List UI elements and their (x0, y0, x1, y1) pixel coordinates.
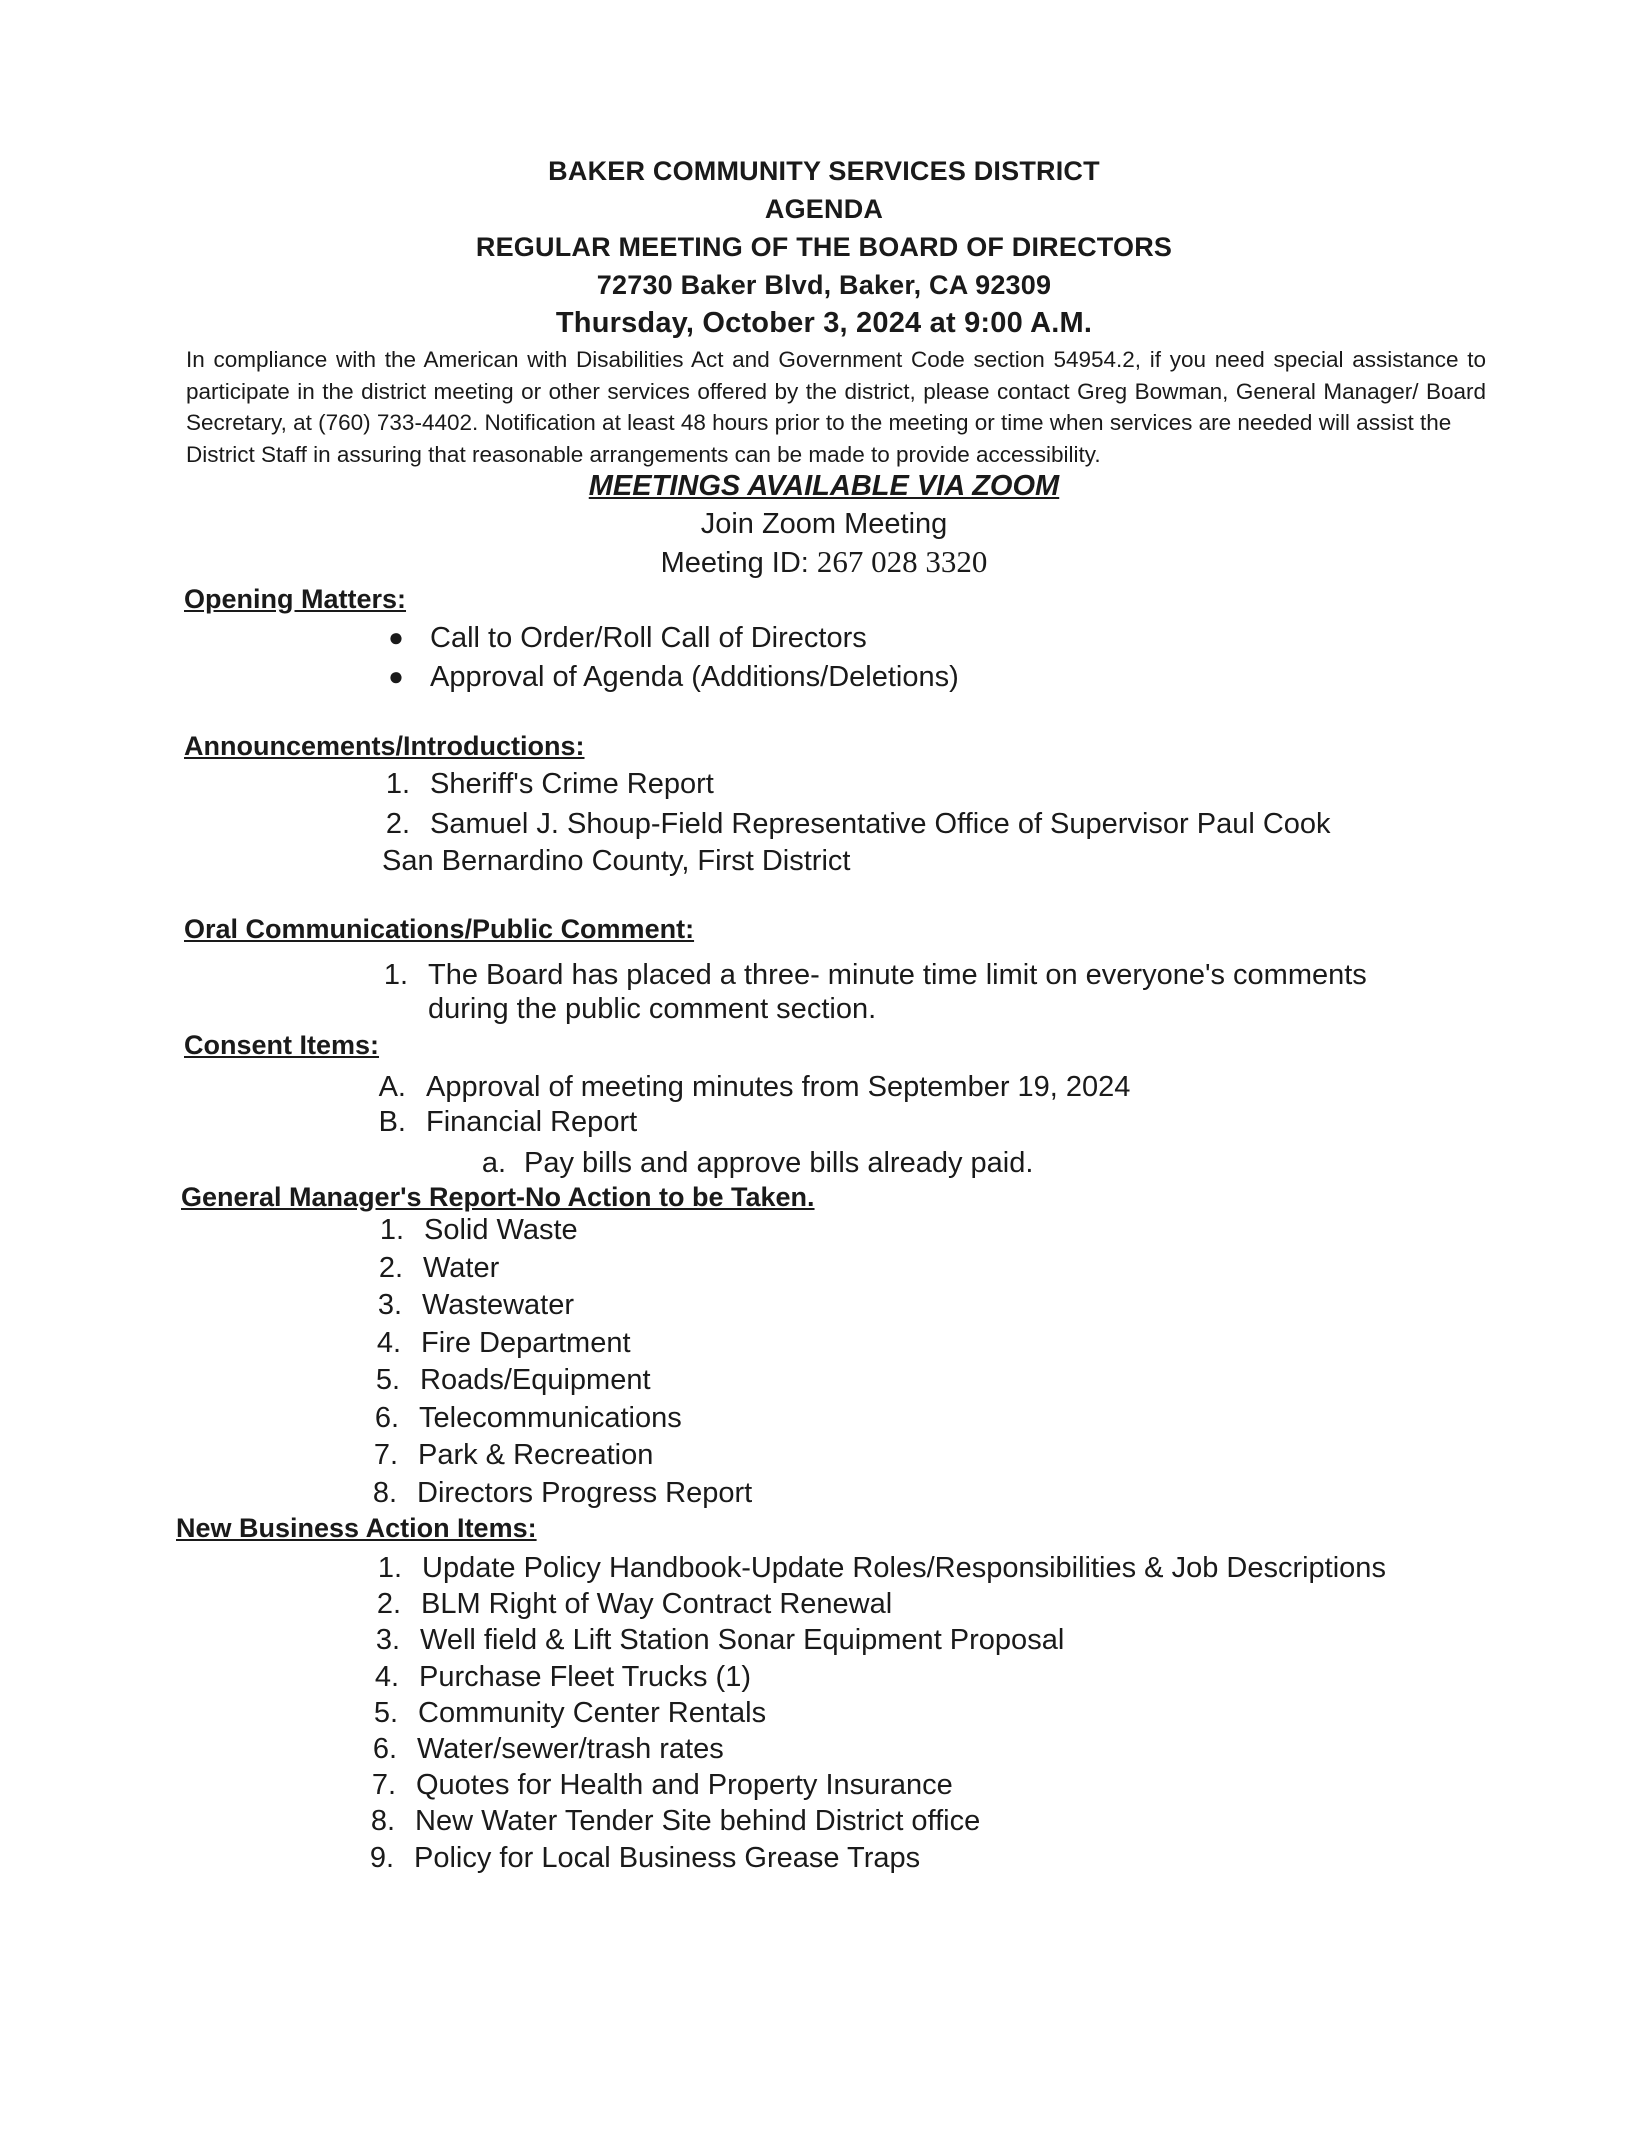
item-text: Park & Recreation (418, 1439, 654, 1471)
item-text: Telecommunications (419, 1401, 682, 1434)
compliance-text: In compliance with the American with Disabilities Act and Government Code section 54954.2, if you need special assistance to participate in the district meeting or other services offered by the district, please contact Greg Bowman, General Manager/ Board Secretary, at (760) 733-4402. Notification at least 48 hours prior to the meeting or time when services are needed will assist the (186, 347, 1486, 435)
item-text: Samuel J. Shoup-Field Representative Office of Supervisor Paul Cook (430, 808, 1331, 840)
section-opening-matters: Opening Matters: (184, 584, 407, 614)
item-text: Wastewater (422, 1289, 575, 1321)
item-text: Roads/Equipment (420, 1364, 651, 1396)
item-marker: 2. (378, 1251, 403, 1284)
item-text: Policy for Local Business Grease Traps (414, 1841, 921, 1874)
meeting-address: 72730 Baker Blvd, Baker, CA 92309 (596, 270, 1052, 300)
section-gm-report: General Manager's Report-No Action to be Taken. (181, 1182, 815, 1212)
item-marker: 5. (373, 1696, 398, 1729)
meeting-id-value: 267 028 3320 (816, 544, 988, 579)
item-marker: 4. (374, 1660, 399, 1693)
item-marker: 7. (371, 1769, 396, 1802)
item-text: BLM Right of Way Contract Renewal (421, 1588, 893, 1621)
item-marker: 1. (383, 959, 408, 991)
meeting-type: REGULAR MEETING OF THE BOARD OF DIRECTORS (475, 232, 1173, 262)
item-text: Call to Order/Roll Call of Directors (430, 622, 867, 654)
item-text: Financial Report (426, 1106, 638, 1138)
item-marker: 8. (370, 1805, 395, 1838)
continuation-text: San Bernardino County, First District (382, 845, 851, 877)
item-text: The Board has placed a three- minute time limit on everyone's comments during the public comment section. (428, 959, 1367, 1025)
item-marker: 6. (372, 1733, 397, 1765)
ada-compliance-notice (186, 344, 1486, 470)
meeting-id-label: Meeting ID: (660, 547, 817, 579)
item-marker: 9. (369, 1841, 394, 1874)
item-text: Water/sewer/trash rates (417, 1733, 724, 1765)
item-marker: 6. (374, 1401, 399, 1434)
item-marker: A. (378, 1071, 406, 1103)
section-consent-items: Consent Items: (184, 1030, 380, 1060)
item-marker: 5. (375, 1364, 400, 1396)
item-marker: 3. (377, 1289, 402, 1321)
bullet-icon: ● (388, 622, 404, 652)
item-marker: 8. (372, 1476, 397, 1509)
item-marker: 2. (385, 808, 410, 840)
item-marker: 2. (376, 1588, 401, 1621)
item-marker: 7. (373, 1439, 398, 1471)
section-new-business: New Business Action Items: (176, 1513, 537, 1543)
meeting-datetime: Thursday, October 3, 2024 at 9:00 A.M. (555, 307, 1093, 339)
item-text: Well field & Lift Station Sonar Equipment Proposal (420, 1624, 1065, 1657)
item-text: Sheriff's Crime Report (430, 768, 714, 800)
item-marker: 4. (376, 1326, 401, 1359)
item-marker: 3. (375, 1624, 400, 1657)
agenda-title: AGENDA (764, 194, 884, 224)
item-text: Water (423, 1251, 500, 1284)
item-marker: 1. (385, 768, 410, 800)
district-name: BAKER COMMUNITY SERVICES DISTRICT (548, 156, 1100, 186)
item-text: Directors Progress Report (417, 1476, 753, 1509)
bullet-icon: ● (388, 661, 404, 691)
item-text: Community Center Rentals (418, 1696, 767, 1729)
compliance-last-line: District Staff in assuring that reasonable arrangements can be made to provide accessibility. (186, 441, 1101, 467)
section-oral-communications: Oral Communications/Public Comment: (184, 914, 695, 944)
item-text: Purchase Fleet Trucks (1) (419, 1660, 751, 1693)
meeting-id (0, 544, 1648, 580)
item-marker: 1. (377, 1552, 402, 1584)
item-text: Approval of Agenda (Additions/Deletions) (430, 661, 959, 693)
zoom-heading: MEETINGS AVAILABLE VIA ZOOM (588, 470, 1060, 502)
item-text: Pay bills and approve bills already paid. (524, 1147, 1034, 1179)
item-text: New Water Tender Site behind District office (415, 1805, 981, 1838)
item-marker: 1. (379, 1214, 404, 1246)
item-text: Quotes for Health and Property Insurance (416, 1769, 953, 1802)
item-text: Update Policy Handbook-Update Roles/Responsibilities & Job Descriptions (422, 1552, 1386, 1584)
section-announcements: Announcements/Introductions: (184, 731, 585, 761)
item-text: Fire Department (421, 1326, 631, 1359)
join-zoom-text: Join Zoom Meeting (700, 508, 948, 540)
item-marker: a. (481, 1147, 506, 1179)
item-marker: B. (378, 1106, 406, 1138)
item-text: Approval of meeting minutes from September 19, 2024 (426, 1071, 1131, 1103)
item-text: Solid Waste (424, 1214, 578, 1246)
